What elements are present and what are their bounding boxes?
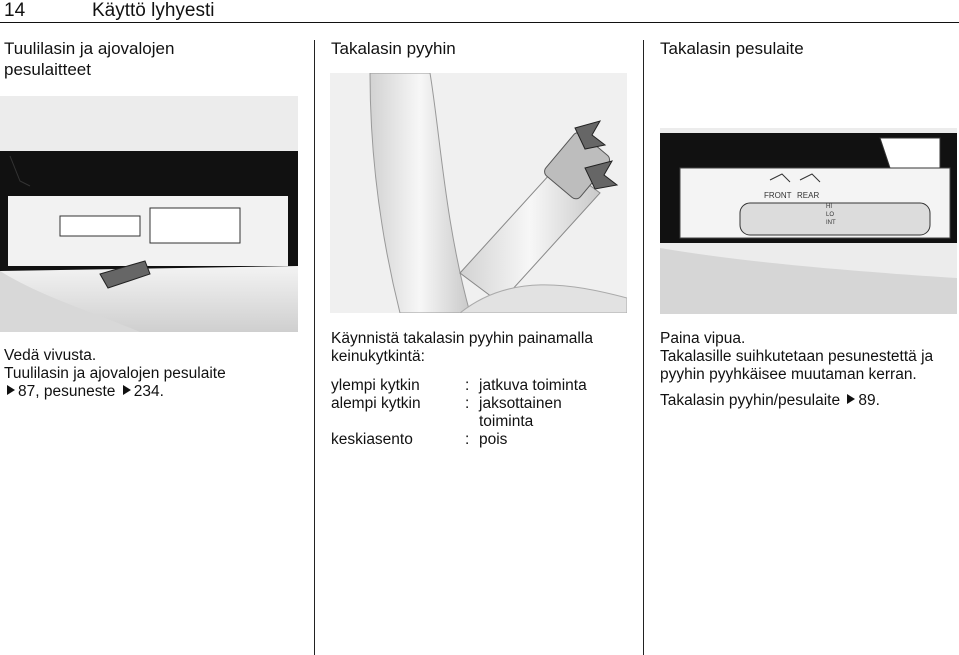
- hi-label: HI: [826, 204, 832, 210]
- column-3-text: [660, 330, 958, 410]
- page-reference-icon: [123, 385, 131, 395]
- column-windscreen-washer: [4, 38, 304, 80]
- section-heading: Takalasin pesulaite: [660, 39, 804, 58]
- column-divider-2: [643, 40, 644, 655]
- reference-text: 89.: [858, 392, 880, 409]
- row-separator: :: [465, 377, 470, 394]
- instruction: Käynnistä takalasin pyyhin painamalla keinukytkintä:: [331, 330, 593, 365]
- page-number: 14: [4, 0, 26, 21]
- table-row: [331, 431, 619, 449]
- reference-text: Takalasin pyyhin/pesulaite: [660, 392, 841, 409]
- row-value: pois: [479, 431, 508, 448]
- description: Takalasille suihkutetaan pesunestettä ja pyyhin pyyhkäisee muutaman kerran.: [660, 348, 934, 383]
- rear-label: REAR: [797, 191, 820, 200]
- front-label: FRONT: [764, 191, 792, 200]
- section-heading: Tuulilasin ja ajovalojen pesulaitteet: [4, 39, 175, 79]
- row-label: alempi kytkin: [331, 395, 421, 412]
- row-label: keskiasento: [331, 431, 413, 448]
- column-divider-1: [314, 40, 315, 655]
- row-value: jaksottainen toiminta: [479, 395, 562, 430]
- int-label: INT: [826, 220, 836, 226]
- row-separator: :: [465, 395, 470, 412]
- instruction: Vedä vivusta.: [4, 347, 97, 364]
- reference-text: 234.: [133, 383, 164, 400]
- column-1-text: [4, 347, 304, 401]
- figure-rear-wiper: [330, 73, 627, 313]
- page-header: [0, 0, 959, 24]
- row-value: jatkuva toiminta: [479, 377, 587, 394]
- row-separator: :: [465, 431, 470, 448]
- section-heading: Takalasin pyyhin: [331, 39, 456, 58]
- column-2-text: [331, 330, 631, 449]
- row-label: ylempi kytkin: [331, 377, 420, 394]
- switch-positions-table: [331, 377, 619, 449]
- figure-windscreen-washer: [0, 96, 298, 332]
- reference-line: [660, 392, 958, 410]
- column-rear-wiper: [331, 38, 631, 59]
- page-reference-icon: [7, 385, 15, 395]
- lo-label: LO: [826, 212, 835, 218]
- table-row: [331, 377, 619, 395]
- table-row: [331, 395, 619, 431]
- header-rule: [0, 22, 959, 23]
- figure-rear-washer: [660, 128, 957, 314]
- column-rear-washer: [660, 38, 955, 59]
- page-reference-icon: [847, 394, 855, 404]
- chapter-title: Käyttö lyhyesti: [92, 0, 215, 21]
- instruction: Paina vipua.: [660, 330, 746, 347]
- description: Tuulilasin ja ajovalojen pesulaite: [4, 365, 226, 382]
- reference-line: [4, 383, 304, 401]
- reference-text: 87, pesuneste: [18, 383, 116, 400]
